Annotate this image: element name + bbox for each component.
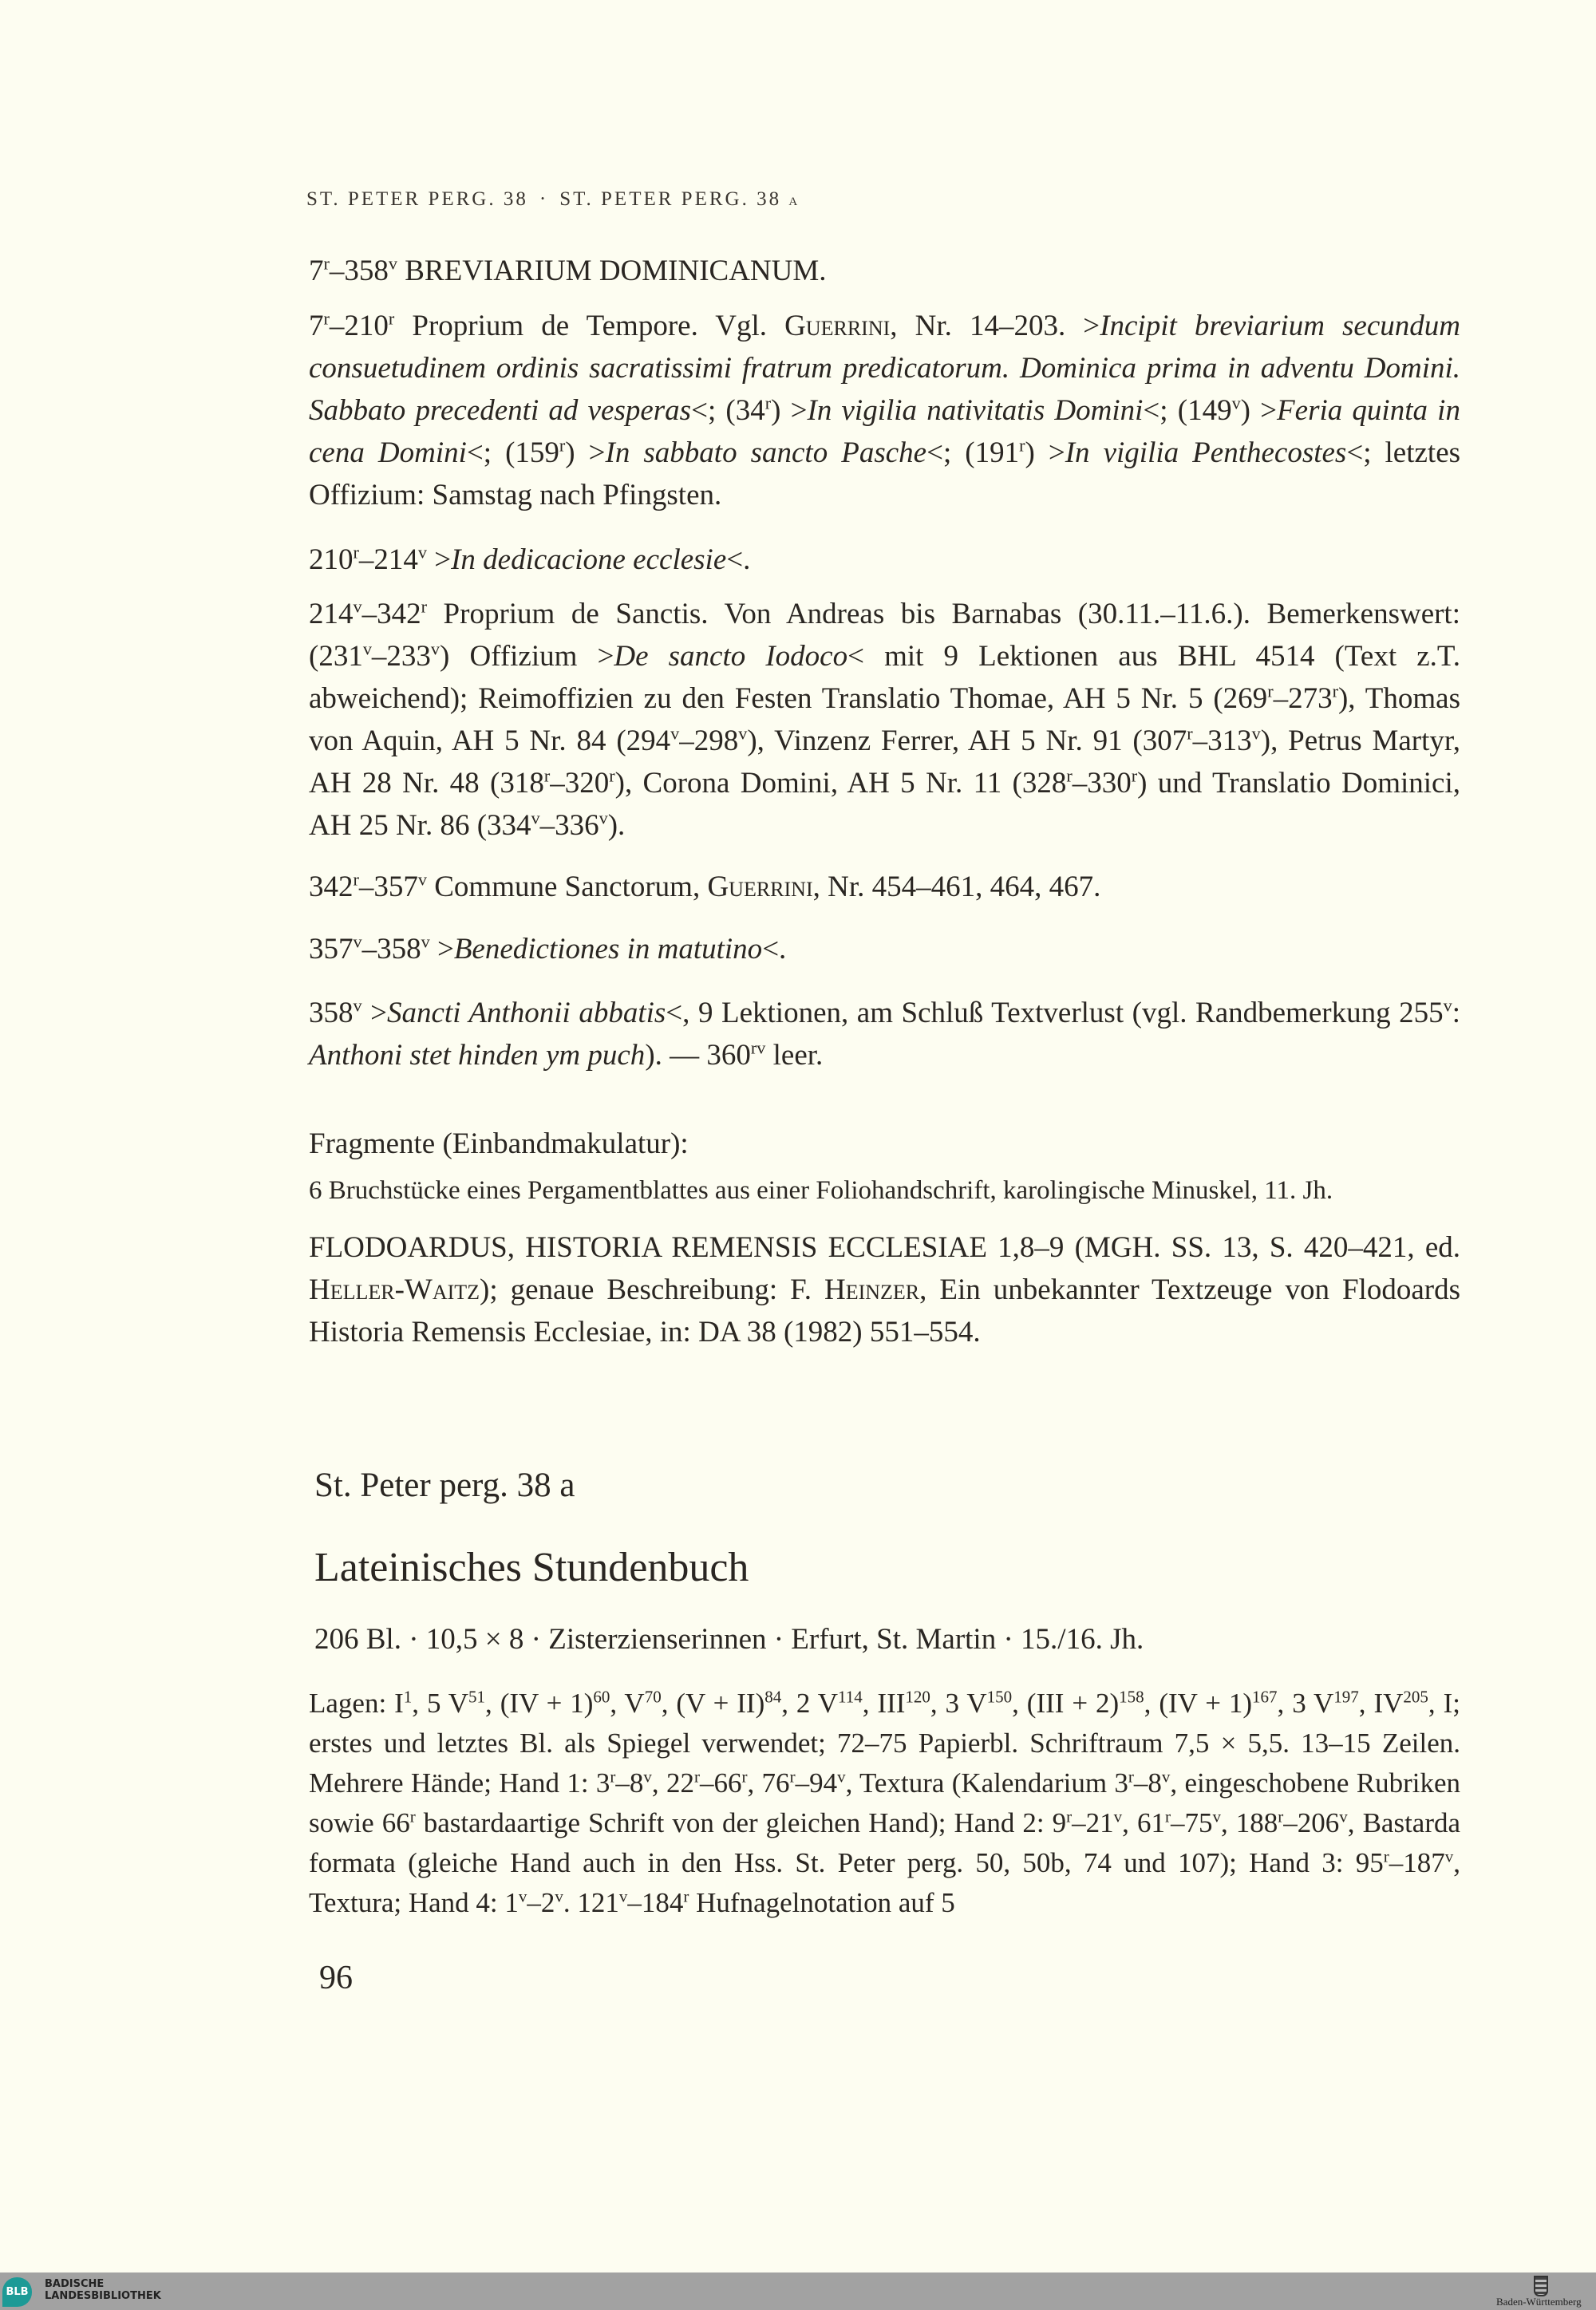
text-run: , (IV + 1) (485, 1688, 594, 1719)
text-run: , 3 V (1277, 1688, 1334, 1719)
library-name-line2: LANDESBIBLIOTHEK (45, 2290, 161, 2302)
text-run: –184 (627, 1887, 684, 1918)
text-run: –66 (699, 1767, 742, 1799)
folio-side-marker: 1 (403, 1687, 413, 1707)
section-title: 7$^r$–358$^v$ BREVIARIUM DOMINICANUM. (309, 253, 827, 287)
text-run: FLODOARDUS, HISTORIA REMENSIS ECCLESIAE 1,8–9 (MGH. SS. 13, S. 420–421, ed. (309, 1231, 1460, 1264)
text-run: –330 (1072, 767, 1132, 800)
text-run: , Nr. 14–203. > (890, 310, 1100, 342)
text-run: ), Petrus Martyr, AH 28 Nr. 48 (318 (309, 725, 1460, 800)
text-run: –75 (1170, 1807, 1213, 1838)
folio-side-marker: r (764, 393, 772, 413)
latin-incipit: In vigilia Penthecostes (1065, 436, 1347, 469)
folio-side-marker: 84 (764, 1687, 782, 1707)
text-run: ), Thomas von Aquin, AH 5 Nr. 84 (294 (309, 682, 1460, 757)
text-run: –313 (1192, 725, 1252, 757)
text-run: , 3 V (930, 1688, 987, 1719)
text-run: ) Offizium > (440, 640, 614, 673)
folio-side-marker: 114 (838, 1687, 863, 1707)
folio-side-marker: r (353, 542, 359, 563)
library-name-line1: BADISCHE (45, 2278, 105, 2290)
folio-side-marker: v (1444, 1846, 1454, 1866)
text-run: , 76 (747, 1767, 790, 1799)
text-run: 342 (309, 871, 354, 903)
text-run: , Nr. 454–461, 464, 467. (812, 871, 1101, 903)
author-name: Guerrini (707, 871, 813, 903)
folio-side-marker: v (417, 869, 427, 890)
running-head-right: ST. PETER PERG. 38 (559, 188, 782, 210)
text-run: , I; erstes und letztes Bl. als Spiegel verwendet; 72–75 Papierbl. Schriftraum 7,5 × 5,5. 13–15 Zeilen. Mehrere Hände; Hand 1: 3 (309, 1688, 1460, 1799)
text-run: <. (762, 933, 787, 965)
folio-side-marker: v (1231, 393, 1241, 413)
text-run: –358 (361, 933, 421, 965)
text-run: ) > (771, 394, 808, 427)
library-name[interactable] (45, 2278, 161, 2302)
folio-side-marker: r (741, 1767, 748, 1787)
folio-side-marker: r (323, 308, 330, 329)
text-run: <, 9 Lektionen, am Schluß Textverlust (vgl. Randbemerkung 255 (666, 997, 1444, 1029)
folio-side: v (388, 253, 397, 274)
text-run: ). (607, 809, 626, 842)
author-name: Guerrini (784, 310, 891, 342)
folio-side-marker: 158 (1119, 1687, 1144, 1707)
folio-side-marker: v (353, 596, 362, 617)
text-run: –210 (329, 310, 389, 342)
folio-side-marker: r (1278, 1807, 1284, 1826)
latin-incipit: Incipit breviarium secundum consuetudinem ordinis sacratissimi fratrum predicatorum. Dominica prima in adventu Domini. Sabbato precedenti ad vesperas (309, 310, 1460, 427)
folio-side-marker: 167 (1252, 1687, 1278, 1707)
text-run: Proprium de Tempore. Vgl. (394, 310, 785, 342)
text-run: ) > (1240, 394, 1278, 427)
text-run: bastardaartige Schrift von der gleichen Hand); Hand 2: 9 (415, 1807, 1067, 1838)
text-run: –206 (1283, 1807, 1340, 1838)
state-label: Baden-Württemberg (1496, 2296, 1582, 2308)
text-run: <; letztes Offizium: Samstag nach Pfingsten. (309, 436, 1461, 511)
paragraph-lagen (309, 1684, 1460, 1923)
text-run: ). — 360 (645, 1039, 751, 1072)
folio-side-marker: 197 (1333, 1687, 1359, 1707)
folio-side-marker: r (409, 1807, 416, 1826)
text-run: , Bastarda formata (gleiche Hand auch in den Hss. St. Peter perg. 50, 50b, 74 und 107); Hand 3: 95 (309, 1807, 1461, 1878)
text-run: 357 (309, 933, 354, 965)
folio-side-marker: r (1066, 1807, 1073, 1826)
fragments-heading (309, 1123, 1460, 1165)
text-run: Commune Sanctorum, (426, 871, 708, 903)
text-run: –336 (539, 809, 599, 842)
text-run: Hufnagelnotation auf 5 (689, 1887, 955, 1918)
folio-side-marker: v (1251, 723, 1261, 744)
folio-side-marker: r (683, 1886, 689, 1906)
text-run: –233 (371, 640, 431, 673)
folio-side-marker: r (353, 869, 359, 890)
folio-side-marker: r (1383, 1846, 1389, 1866)
folio-side-marker: rv (750, 1037, 766, 1058)
folio-side-marker: r (609, 765, 615, 786)
text-run: Proprium de Sanctis. Von Andreas bis Barnabas (30.11.–11.6.). Bemerkenswert: (231 (309, 598, 1460, 673)
text-run: , (V + II) (661, 1688, 765, 1719)
shelfmark-heading: St. Peter perg. 38 a (314, 1467, 575, 1504)
folio-side-marker: r (421, 596, 427, 617)
text-run: < mit 9 Lektionen aus BHL 4514 (Text z.T. abweichend); Reimoffizien zu den Festen Translatio Thomae, AH 5 Nr. 5 (269 (309, 640, 1460, 715)
folio-side-marker: r (1131, 765, 1138, 786)
folio-side-marker: v (430, 638, 440, 659)
folio-side-marker: v (353, 995, 362, 1016)
text-run: –320 (550, 767, 610, 800)
running-head-suffix: a (788, 190, 800, 209)
folio-side: r (323, 253, 330, 274)
text-run: , 22 (651, 1767, 694, 1799)
folio-side-marker: v (1443, 995, 1452, 1016)
folio-side-marker: v (618, 1886, 628, 1906)
running-head (306, 188, 799, 211)
folio-side-marker: r (693, 1767, 700, 1787)
text-run: ) > (565, 436, 606, 469)
folio-side-marker: 60 (593, 1687, 610, 1707)
folio-side-marker: v (643, 1767, 652, 1787)
paragraph-benedictiones (309, 928, 1460, 970)
section-title-text: BREVIARIUM DOMINICANUM. (405, 255, 827, 287)
latin-incipit: In sabbato sancto Pasche (605, 436, 927, 469)
text-run: , 2 V (781, 1688, 838, 1719)
folio-side-marker: r (1267, 681, 1274, 701)
text-run: leer. (765, 1039, 824, 1072)
paragraph-commune-sanctorum (309, 866, 1460, 908)
viewer-footer-bar (0, 2272, 1596, 2310)
text-run: –273 (1273, 682, 1333, 715)
folio-side-marker: v (1212, 1807, 1221, 1826)
latin-incipit: De sancto Iodoco (614, 640, 848, 673)
folio-side-marker: 205 (1403, 1687, 1428, 1707)
latin-incipit: Anthoni stet hinden ym puch (309, 1039, 646, 1072)
latin-incipit: Benedictiones in matutino (453, 933, 763, 965)
folio: 358 (344, 255, 389, 287)
folio-side-marker: r (559, 435, 566, 456)
folio-side-marker: v (837, 1767, 846, 1787)
text-run: , eingeschobene Rubriken sowie 66 (309, 1767, 1461, 1838)
folio-side-marker: v (531, 808, 540, 828)
coat-of-arms-icon (1534, 2276, 1548, 2296)
paragraph-proprium-de-tempore (309, 305, 1460, 516)
text-run: ), Corona Domini, AH 5 Nr. 11 (328 (614, 767, 1067, 800)
paragraph-dedicacione (309, 539, 1460, 581)
text-run: , III (862, 1688, 906, 1719)
text-run: , Textura; Hand 4: 1 (309, 1847, 1460, 1918)
text-run: <; (34 (691, 394, 765, 427)
text-run: –94 (795, 1767, 838, 1799)
text-run: > (426, 543, 452, 576)
folio-side-marker: v (417, 542, 427, 563)
manuscript-metadata: 206 Bl. · 10,5 × 8 · Zisterzienserinnen · Erfurt, St. Martin · 15./16. Jh. (314, 1623, 1144, 1656)
text-run: <; (149 (1143, 394, 1232, 427)
latin-incipit: Sancti Anthonii abbatis (387, 997, 666, 1029)
text-run: Lagen: I (309, 1688, 404, 1719)
folio-side-marker: v (362, 638, 372, 659)
text-run: –357 (358, 871, 418, 903)
text-run: 6 Bruchstücke eines Pergamentblattes aus einer Foliohandschrift, karolingische Minuskel, 11. Jh. (309, 1176, 1333, 1205)
text-run: ) > (1025, 436, 1065, 469)
text-run: –2 (527, 1887, 555, 1918)
folio-side-marker: r (1019, 435, 1025, 456)
text-run: –298 (679, 725, 739, 757)
editor-name: Heller-Waitz (309, 1273, 480, 1306)
folio-side-marker: r (388, 308, 395, 329)
text-run: , Textura (Kalendarium 3 (845, 1767, 1128, 1799)
folio-side-marker: v (598, 808, 608, 828)
text-run: –342 (361, 598, 421, 630)
text-run: –214 (358, 543, 418, 576)
folio-side-marker: 51 (468, 1687, 486, 1707)
running-head-separator: · (539, 188, 549, 210)
text-run: > (429, 933, 454, 965)
text-run: , Ein unbekannter Textzeuge von Flodoards Historia Remensis Ecclesiae, in: DA 38 (1982) 551–554. (309, 1273, 1460, 1348)
text-run: ), Vinzenz Ferrer, AH 5 Nr. 91 (307 (747, 725, 1187, 757)
folio-side-marker: v (518, 1886, 527, 1906)
folio-side-marker: r (610, 1767, 616, 1787)
paragraph-sancti-anthonii (309, 992, 1460, 1076)
folio-side-marker: 120 (905, 1687, 930, 1707)
page-number: 96 (319, 1960, 353, 1996)
text-run: , 188 (1220, 1807, 1278, 1838)
text-run: , (III + 2) (1012, 1688, 1120, 1719)
text-run: ) und Translatio Dominici, AH 25 Nr. 86 (334 (309, 767, 1461, 842)
text-run: , 5 V (412, 1688, 469, 1719)
text-run: > (361, 997, 387, 1029)
author-name: Heinzer (824, 1273, 920, 1306)
folio-side-marker: r (1066, 765, 1073, 786)
folio-side-marker: r (789, 1767, 796, 1787)
folio-side-marker: v (1339, 1807, 1348, 1826)
folio-side-marker: 70 (644, 1687, 662, 1707)
text-run: –21 (1072, 1807, 1114, 1838)
folio-side-marker: v (1161, 1767, 1171, 1787)
text-run: Fragmente (Einbandmakulatur): (309, 1127, 689, 1160)
text-run: 358 (309, 997, 354, 1029)
folio-side-marker: r (1164, 1807, 1171, 1826)
folio-side-marker: v (353, 931, 362, 952)
text-run: <. (726, 543, 751, 576)
text-run: –8 (1133, 1767, 1162, 1799)
folio-side-marker: r (1187, 723, 1193, 744)
folio-side-marker: r (543, 765, 551, 786)
folio-side-marker: r (1128, 1767, 1134, 1787)
text-run: , IV (1358, 1688, 1404, 1719)
latin-incipit: Feria quinta in cena Domini (309, 394, 1460, 469)
folio-side-marker: v (670, 723, 680, 744)
folio-side-marker: v (421, 931, 430, 952)
text-run: , (IV + 1) (1144, 1688, 1253, 1719)
text-run: <; (159 (466, 436, 559, 469)
text-run: 214 (309, 598, 354, 630)
text-run: , 61 (1122, 1807, 1165, 1838)
folio: 7 (309, 255, 324, 287)
folio-side-marker: v (738, 723, 748, 744)
latin-incipit: In dedicacione ecclesie (451, 543, 727, 576)
text-run: . 121 (563, 1887, 619, 1918)
latin-incipit: In vigilia nativitatis Domini (807, 394, 1144, 427)
text-run: : (1452, 997, 1460, 1029)
text-run: –8 (615, 1767, 644, 1799)
text-run: 7 (309, 310, 324, 342)
manuscript-title: Lateinisches Stundenbuch (314, 1545, 749, 1590)
text-run: ); genaue Beschreibung: F. (480, 1273, 824, 1306)
text-run: 210 (309, 543, 354, 576)
paragraph-proprium-de-sanctis (309, 593, 1460, 847)
folio-side-marker: r (1332, 681, 1338, 701)
running-head-left: ST. PETER PERG. 38 (306, 188, 528, 210)
text-run: <; (191 (926, 436, 1020, 469)
text-run: –187 (1389, 1847, 1445, 1878)
folio-side-marker: 150 (986, 1687, 1013, 1707)
folio-side-marker: v (555, 1886, 563, 1906)
folio-side-marker: v (1113, 1807, 1123, 1826)
text-run: , V (610, 1688, 645, 1719)
fragments-description (309, 1170, 1460, 1212)
blb-logo-icon[interactable]: BLB (2, 2277, 32, 2307)
paragraph-flodoardus (309, 1226, 1460, 1353)
